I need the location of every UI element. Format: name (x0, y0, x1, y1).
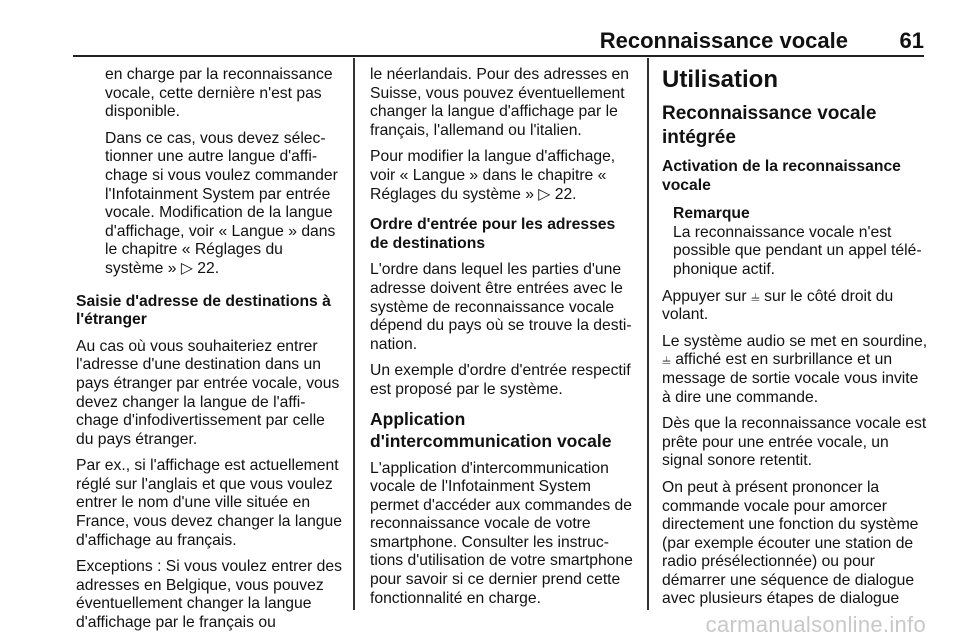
paragraph: le néerlandais. Pour des adresses en Suisse, vous pouvez éventuellement changer la langue d'affichage par le français, l'allemand ou l'italien. (370, 66, 630, 139)
chapter-heading-usage: Utilisation (662, 66, 779, 93)
page-title: Reconnaissance vocale (599, 28, 848, 53)
paragraph: Appuyer sur ⫨ sur le côté droit du volant. (662, 287, 894, 324)
page-header (0, 0, 960, 55)
remark-heading: Remarque (673, 205, 750, 223)
remark-text: La reconnaissance vocale n'est possible que pendant un appel téléphonique actif. (673, 223, 922, 278)
paragraph: L'application d'intercommunication vocale de l'Infotainment System permet d'accéder aux commandes de reconnaissance vocale de votre smartphone. Consulter les instructions d'utilisation de votre smartphone pour savoir si ce dernier prend cette fonctionnalité en charge. (370, 459, 633, 607)
paragraph: L'ordre dans lequel les parties d'une adresse doivent être entrées avec le système de reconnaissance vocale dépend du pays où se trouve la destination. (370, 261, 632, 353)
paragraph: Par ex., si l'affichage est actuellement réglé sur l'anglais et que vous voulez entrer le nom d'une ville située en France, vous devez changer la langue d'affichage au français. (76, 457, 342, 549)
column-3 (662, 66, 930, 617)
column-1 (76, 66, 342, 641)
paragraph: Un exemple d'ordre d'entrée respectif est proposé par le système. (370, 362, 631, 398)
column-divider-1 (353, 58, 355, 610)
subheading-foreign-address: Saisie d'adresse de destinations à l'étranger (76, 292, 331, 329)
watermark: carmanualsonline.info (705, 612, 926, 637)
page-number: 61 (899, 28, 924, 53)
subheading-entry-order: Ordre d'entrée pour les adresses de destinations (370, 216, 616, 252)
section-heading-voice-passthrough: Application d'intercommunication vocale (370, 408, 612, 451)
column-divider-2 (647, 58, 649, 610)
paragraph: Le système audio se met en sourdine, ⫨ affiché est en surbrillance et un message de sortie vocale vous invite à dire une commande. (662, 332, 928, 406)
paragraph: Au cas où vous souhaiteriez entrer l'adresse d'une destination dans un pays étranger par entrée vocale, vous devez changer la langue de l'affichage d'infodivertissement par celle du pays étranger. (76, 337, 340, 448)
remark-box (662, 205, 930, 279)
column-2 (370, 66, 636, 616)
paragraph: Pour modifier la langue d'affichage, voir « Langue » dans le chapitre « Réglages du système » ▷ 22. (370, 148, 616, 203)
paragraph: On peut à présent prononcer la commande vocale pour amorcer directement une fonction du système (par exemple écouter une station de radio présélectionnée) ou pour démarrer une séquence de dialogue avec plusieurs étapes de dialogue (662, 478, 919, 608)
subheading-activation: Activation de la reconnaissance vocale (662, 158, 901, 194)
paragraph: en charge par la reconnaissance vocale, cette dernière n'est pas disponible. (105, 66, 333, 121)
paragraph: Exceptions : Si vous voulez entrer des adresses en Belgique, vous pouvez éventuellement changer la langue d'affichage par le français ou (76, 558, 342, 632)
paragraph: Dans ce cas, vous devez sélectionner une autre langue d'affichage si vous voulez commander l'Infotainment System par entrée vocale. Modification de la langue d'affichage, voir « Langue » dans le chapitre « Réglages du système » ▷ 22. (105, 129, 338, 277)
paragraph: Dès que la reconnaissance vocale est prête pour une entrée vocale, un signal sonore retentit. (662, 415, 927, 470)
header-divider (73, 55, 924, 57)
section-heading-integrated-voice: Reconnaissance vocale intégrée (662, 103, 877, 148)
